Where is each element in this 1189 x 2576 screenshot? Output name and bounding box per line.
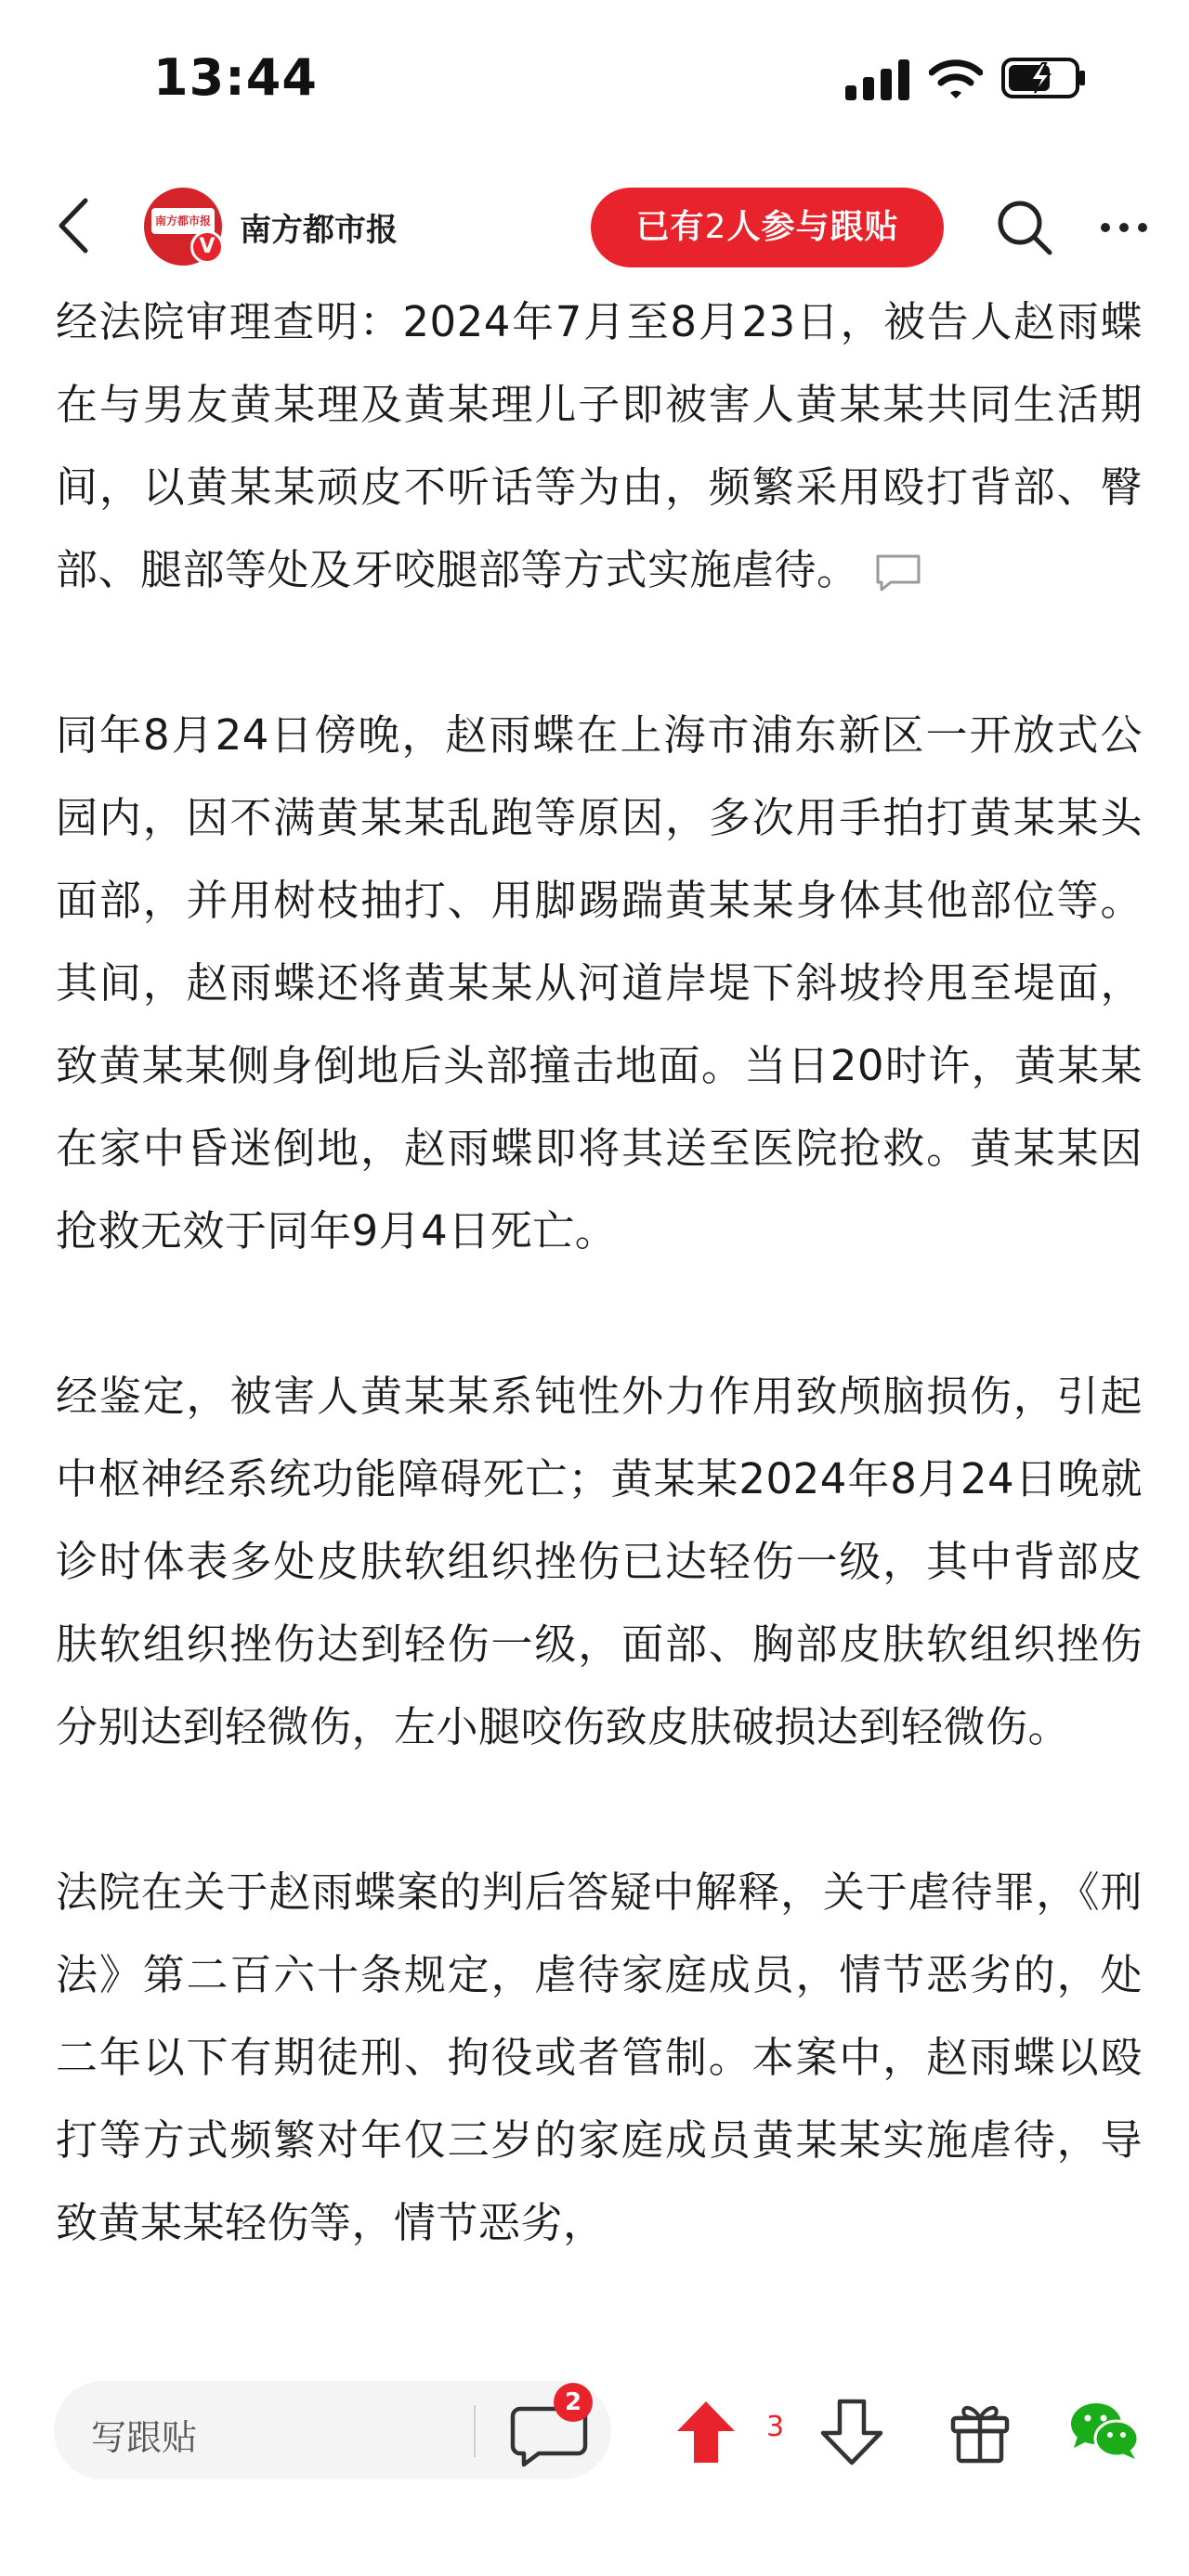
comment-count-badge: 2 [554, 2383, 593, 2422]
downvote-arrow-icon[interactable] [819, 2398, 884, 2466]
reply-divider [474, 2405, 476, 2457]
gift-icon[interactable] [947, 2398, 1013, 2465]
status-time: 13:44 [153, 48, 318, 107]
comment-bubble-icon[interactable] [874, 553, 922, 593]
cellular-signal-icon [845, 59, 910, 100]
wifi-icon [929, 58, 983, 100]
article-paragraph [56, 280, 1143, 611]
follow-count: 2 [704, 208, 727, 246]
top-nav [0, 176, 1189, 279]
source-name[interactable]: 南方都市报 [240, 212, 398, 249]
bottom-action-bar [0, 2377, 1189, 2507]
upvote-count: 3 [766, 2411, 785, 2443]
article-body [56, 280, 1143, 2264]
wechat-icon[interactable] [1068, 2400, 1141, 2463]
follow-suffix: 人参与跟贴 [726, 208, 899, 246]
article-paragraph: 同年8月24日傍晚，赵雨蝶在上海市浦东新区一开放式公园内，因不满黄某某乱跑等原因，多次用手拍打黄某某头面部，并用树枝抽打、用脚踢踹黄某某身体其他部位等。其间，赵雨蝶还将黄某某从河道岸堤下斜坡拎甩至堤面，致黄某某侧身倒地后头部撞击地面。当日20时许，黄某某在家中昏迷倒地，赵雨蝶即将其送至医院抢救。黄某某因抢救无效于同年9月4日死亡。 [56, 710, 1143, 1255]
reply-placeholder: 写跟贴 [91, 2417, 198, 2458]
back-button[interactable] [46, 193, 102, 258]
join-discussion-button[interactable] [591, 188, 944, 267]
article-paragraph: 法院在关于赵雨蝶案的判后答疑中解释，关于虐待罪，《刑法》第二百六十条规定，虐待家庭成员，情节恶劣的，处二年以下有期徒刑、拘役或者管制。本案中，赵雨蝶以殴打等方式频繁对年仅三岁的家庭成员黄某某实施虐待，导致黄某某轻伤等，情节恶劣， [56, 1867, 1143, 2247]
paragraph-text: 经法院审理查明：2024年7月至8月23日，被告人赵雨蝶在与男友黄某理及黄某理儿子即被害人黄某某共同生活期间，以黄某某顽皮不听话等为由，频繁采用殴打背部、臀部、腿部等处及牙咬腿部等方式实施虐待。 [56, 297, 1143, 594]
verified-badge: V [190, 230, 224, 264]
search-icon[interactable] [994, 197, 1055, 258]
more-horizontal-icon[interactable] [1096, 197, 1152, 258]
article-paragraph: 经鉴定，被害人黄某某系钝性外力作用致颅脑损伤，引起中枢神经系统功能障碍死亡；黄某某2024年8月24日晚就诊时体表多处皮肤软组织挫伤已达轻伤一级，其中背部皮肤软组织挫伤达到轻伤一级，面部、胸部皮肤软组织挫伤分别达到轻微伤，左小腿咬伤致皮肤破损达到轻微伤。 [56, 1372, 1143, 1751]
avatar-logo-text: 南方都市报 [151, 208, 215, 234]
reply-input[interactable] [54, 2381, 611, 2479]
upvote-arrow-icon[interactable] [673, 2398, 738, 2466]
status-bar [0, 0, 1189, 158]
battery-icon [1001, 58, 1087, 98]
follow-prefix: 已有 [635, 208, 705, 246]
